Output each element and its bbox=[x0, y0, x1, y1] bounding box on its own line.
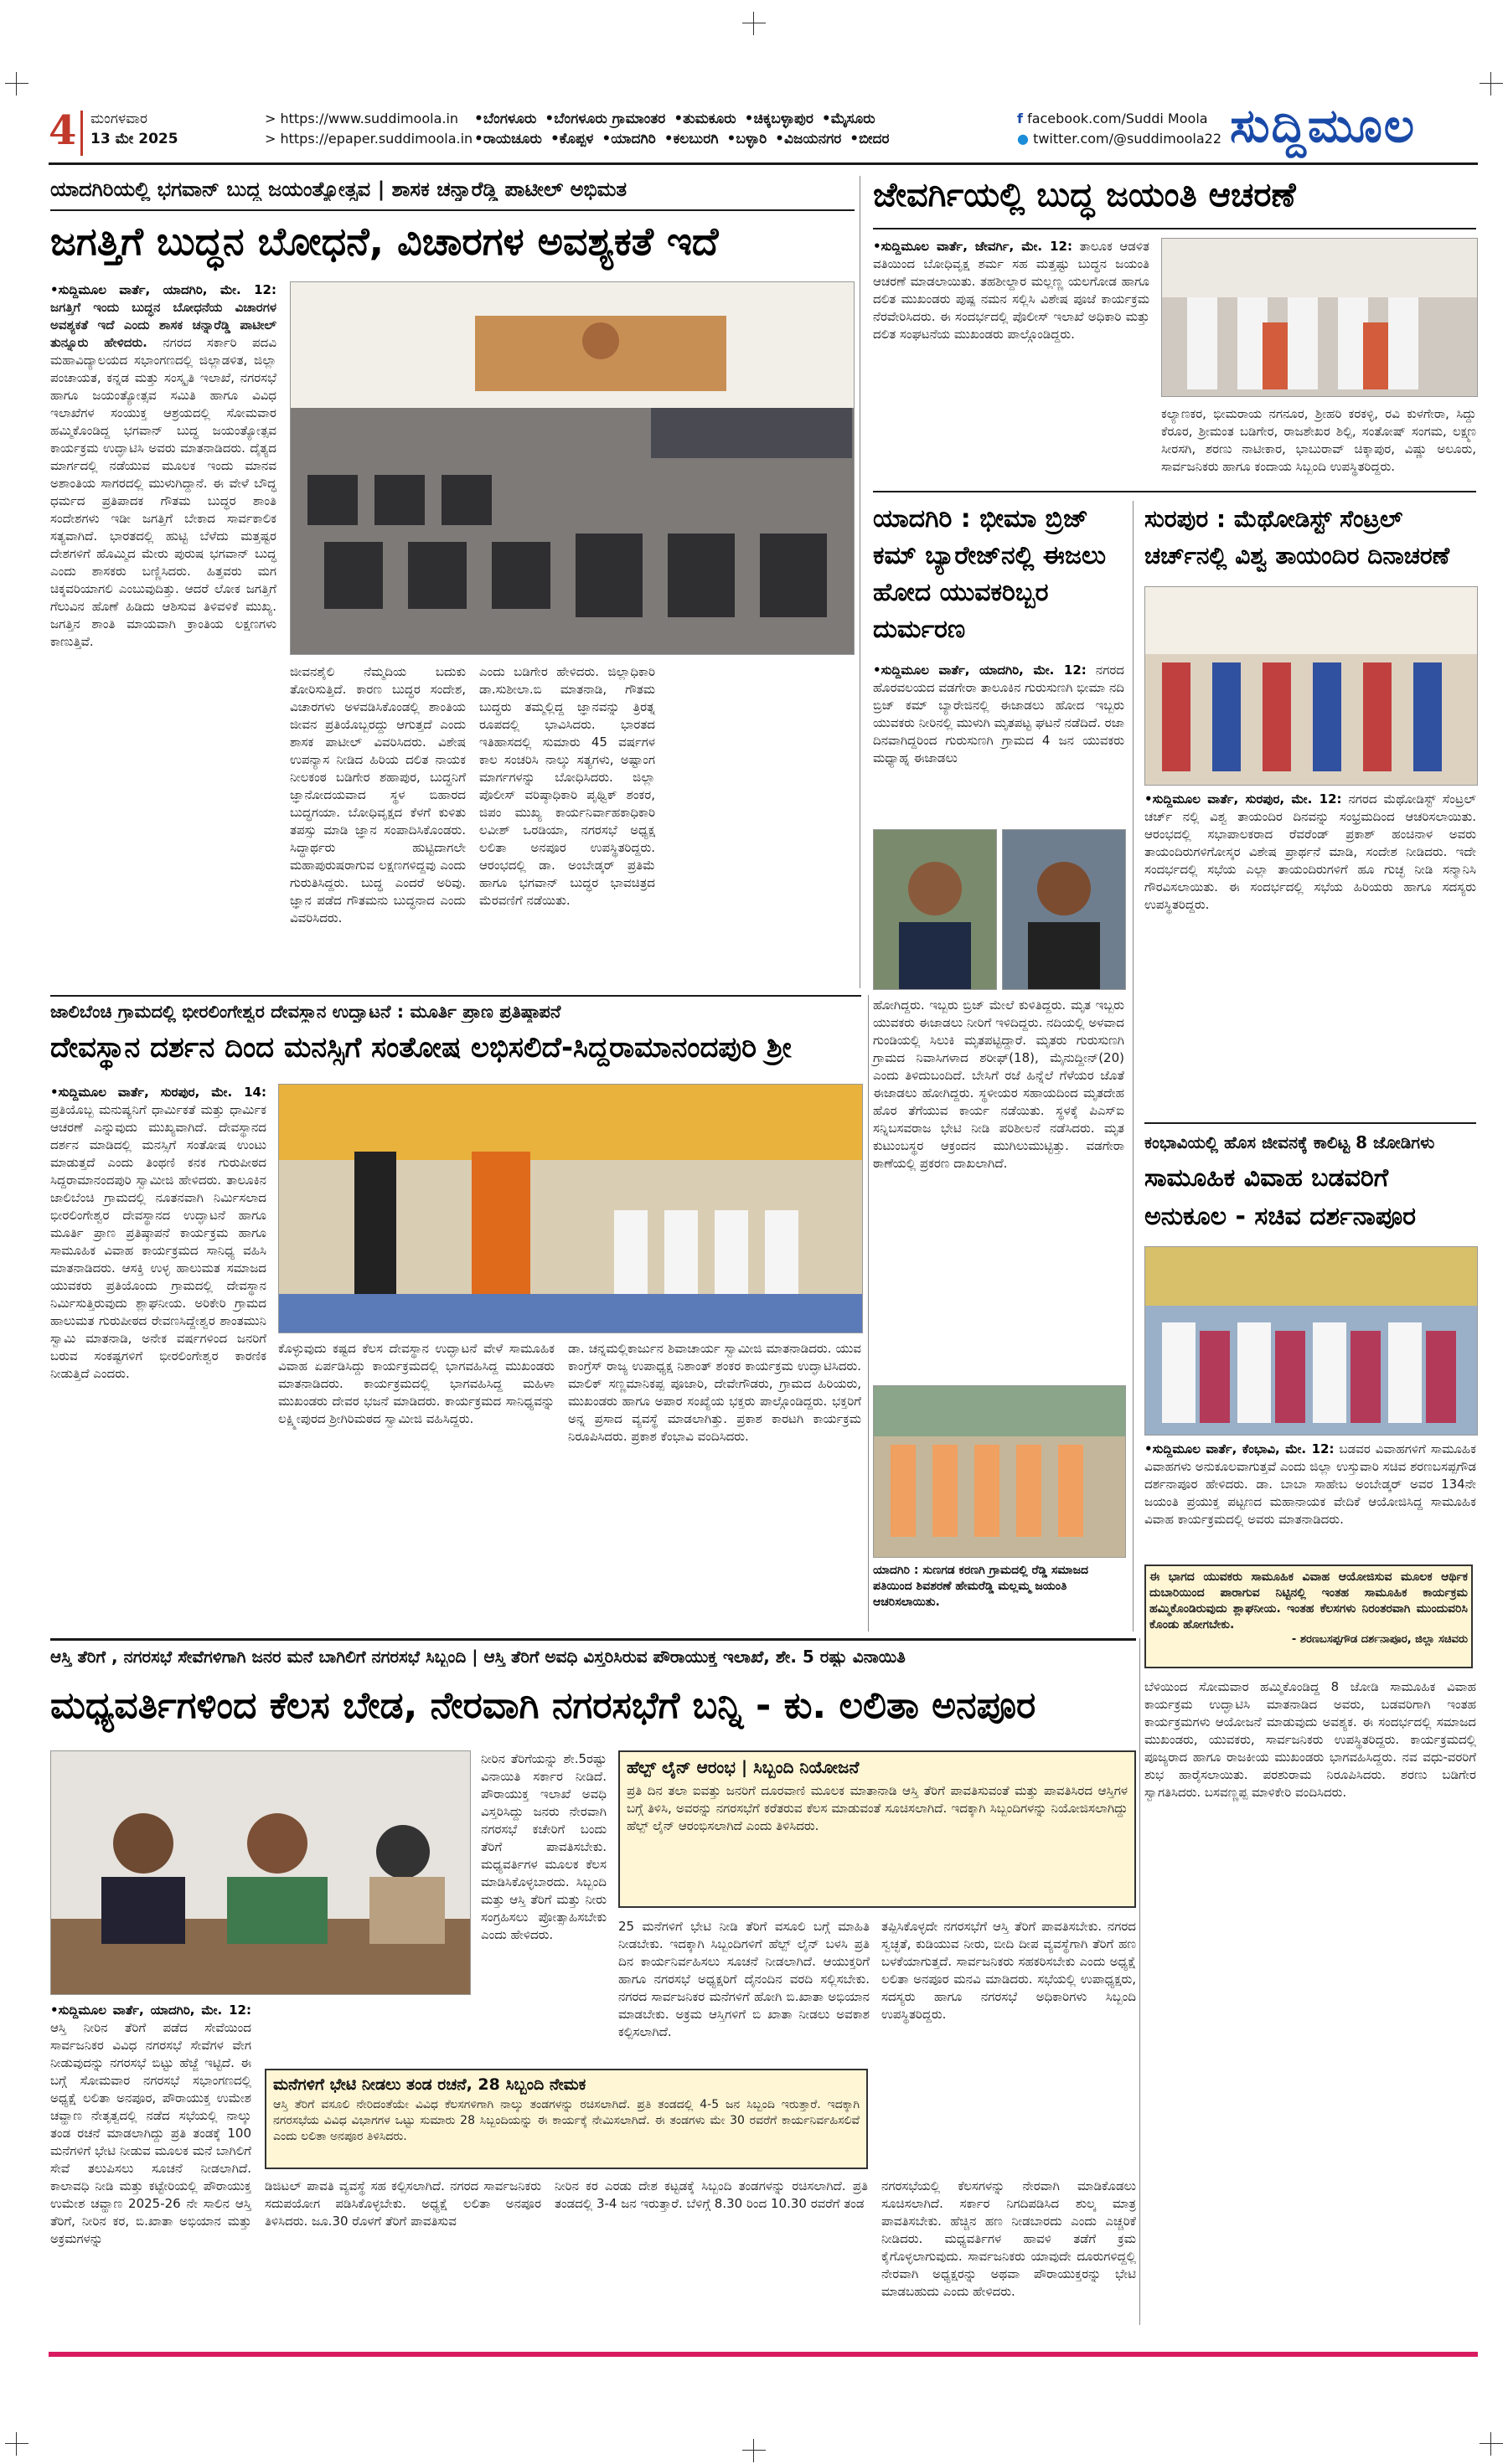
issue-date: 13 ಮೇ 2025 bbox=[90, 131, 178, 147]
rule bbox=[50, 1638, 1136, 1641]
story7-body6: ನೀರಿನ ಕರ ಎರಡು ದೇಶ ಕಟ್ಟಡಕ್ಕೆ ಸಿಬ್ಬಂದಿ ತಂಡಗಳನ್ನು ರಚಿಸಲಾಗಿದೆ. ಪ್ರತಿ ತಂಡದಲ್ಲಿ 3-4 ಜನ ಇರುತ್ತಾರೆ. ಬೆಳಿಗ್ಗೆ 8.30 ರಿಂದ 10.30 ರವರೆಗೆ ತಂಡ bbox=[555, 2178, 868, 2211]
temple-event-image bbox=[279, 1085, 862, 1333]
story2-body-right: ಕಲ್ಯಾಣಕರ, ಭೀಮರಾಯ ನಗನೂರ, ಶ್ರೀಹರಿ ಕರಕಳ್ಳಿ, ರವಿ ಕುಳಗೇರಾ, ಸಿದ್ದು ಕೆರೂರ, ಶ್ರೀಮಂತ ಬಡಿಗೇರ, ರಾಜಶೇಖರ ಶಿಲ್ಪಿ, ಸಂತೋಷ್ ಸಂಗಮ, ಲಕ್ಷ್ಮಣ ಸೀರಸಗಿ, ಶರಣು ನಾಟೀಕಾರ, ಭಾಬುರಾವ್ ಚಿಕ್ಕಾಪುರ, ವಿಷ್ಣು ಅಲೂರು, ಸಾರ್ವಜನಿಕರು ಹಾಗೂ ಕಂದಾಯ ಸಿಬ್ಬಂದಿ ಉಪಸ್ಥಿತರಿದ್ದರು. bbox=[1161, 406, 1476, 474]
rule bbox=[50, 209, 855, 211]
town-link[interactable]: •ಕೊಪ್ಪಳ bbox=[550, 131, 594, 147]
story6-body2: ಕೊಳ್ಳುವುದು ಕಷ್ಟದ ಕೆಲಸ ದೇವಸ್ಥಾನ ಉದ್ಘಾಟನೆ ವೇಳೆ ಸಾಮೂಹಿಕ ವಿವಾಹ ಏರ್ಪಡಿಸಿದ್ದು ಕಾರ್ಯಕ್ರಮದಲ್ಲಿ ಭಾಗವಹಿಸಿದ್ದ ಮುಖಂಡರು ಮಾತನಾಡಿದರು. ಕಾರ್ಯಕ್ರಮದಲ್ಲಿ ಭಾಗವಹಿಸಿದ್ದ ಮಹಿಳಾ ಮುಖಂಡರು ದೇವರ ಭಜನೆ ಮಾಡಿದರು. ಕಾರ್ಯಕ್ರಮದ ಸಾನಿಧ್ಯವನ್ನು ಲಕ್ಷ್ಮೀಪುರದ ಶ್ರೀಗಿರಿಮಠದ ಸ್ವಾಮೀಜಿ ವಹಿಸಿದ್ದರು. bbox=[278, 1341, 555, 1426]
story2-byline: •ಸುದ್ದಿಮೂಲ ವಾರ್ತೆ, ಜೇವರ್ಗಿ, ಮೇ. 12: bbox=[873, 239, 1072, 254]
story1-col3a: ಎಂದು ಬಡಿಗೇರ ಹೇಳಿದರು. ಜಿಲ್ಲಾಧಿಕಾರಿ ಡಾ.ಸುಶೀಲಾ.ಬಿ ಮಾತನಾಡಿ, ಗೌತಮ ಬುದ್ಧರು ತಮ್ಮಲ್ಲಿದ್ದ ಜ್ಞಾನವನ್ನು ತ್ರಿರತ್ನ ರೂಪದಲ್ಲಿ ಭಾವಿಸಿದರು. ಭಾರತದ ಇತಿಹಾಸದಲ್ಲಿ ಸುಮಾರು 45 ವರ್ಷಗಳ ಕಾಲ ಸಂಚರಿಸಿ ನಾಲ್ಕು ಸತ್ಯಗಳು, ಅಷ್ಟಾಂಗ ಮಾರ್ಗಗಳನ್ನು ಬೋಧಿಸಿದರು. ಜಿಲ್ಲಾ ಪೊಲೀಸ್ ವರಿಷ್ಠಾಧಿಕಾರಿ ಪೃಥ್ವಿಕ್ ಶಂಕರ, ಜಿಪಂ ಮುಖ್ಯ ಕಾರ್ಯನಿರ್ವಾಹಕಾಧಿಕಾರಿ ಲವೀಶ್ ಒರಡಿಯಾ, ನಗರಸಭೆ ಅಧ್ಯಕ್ಷ ಲಲಿತಾ ಅನಪೂರ ಉಪಸ್ಥಿತರಿದ್ದರು. ಆರಂಭದಲ್ಲಿ ಡಾ. ಅಂಬೇಡ್ಕರ್ ಪ್ರತಿಮೆ ಹಾಗೂ ಭಗವಾನ್ ಬುದ್ಧರ ಭಾವಚಿತ್ರದ ಮೆರವಣಿಗೆ ನಡೆಯಿತು. bbox=[479, 664, 655, 908]
church-group-image bbox=[1145, 587, 1477, 785]
group-image bbox=[874, 1386, 1125, 1557]
story6-body3: ಡಾ. ಚನ್ನಮಲ್ಲಿಕಾರ್ಜುನ ಶಿವಾಚಾರ್ಯ ಸ್ವಾಮೀಜಿ ಮಾತನಾಡಿದರು. ಯುವ ಕಾಂಗ್ರೆಸ್ ರಾಜ್ಯ ಉಪಾಧ್ಯಕ್ಷ ನಿಶಾಂತ್ ಶಂಕರ ಕಾರ್ಯಕ್ರಮ ಉದ್ಘಾಟಿಸಿದರು. ಮಾಲಿಕ್ ಸಣ್ಣಮಾನಿಕಪ್ಪ ಪೂಜಾರಿ, ದೇವೇಗೌಡರು, ಗ್ರಾಮದ ಹಿರಿಯರು, ಮುಖಂಡರು ಹಾಗೂ ಅಪಾರ ಸಂಖ್ಯೆಯ ಭಕ್ತರು ಪಾಲ್ಗೊಂಡಿದ್ದರು. ಭಕ್ತರಿಗೆ ಅನ್ನ ಪ್ರಸಾದ ವ್ಯವಸ್ಥೆ ಮಾಡಲಾಗಿತ್ತು. ಪ್ರಕಾಶ ಕಾರಟಗಿ ಕಾರ್ಯಕ್ರಮ ನಿರೂಪಿಸಿದರು. ಪ್ರಕಾಶ ಕೆಂಭಾವಿ ವಂದಿಸಿದರು. bbox=[568, 1341, 861, 1444]
story5-quote-box bbox=[1144, 1564, 1473, 1668]
town-link[interactable]: •ಬೆಂಗಳೂರು bbox=[474, 111, 537, 127]
site-links bbox=[265, 109, 473, 149]
story2-text: ತಾಲೂಕ ಆಡಳಿತ ವತಿಯಿಂದ ಬೋಧಿವೃಕ್ಷ ಶರ್ಮ ಸಹ ಮತ್ತಷ್ಟು ಬುದ್ಧನ ಜಯಂತಿ ಆಚರಣೆ ಮಾಡಲಾಯಿತು. ತಹಶೀಲ್ದಾರ ಮಲ್ಲಣ್ಣ ಯಲಗೋಡ ಹಾಗೂ ದಲಿತ ಮುಖಂಡರು ಪುಷ್ಪ ನಮನ ಸಲ್ಲಿಸಿ ವಿಶೇಷ ಪೂಜೆ ಕಾರ್ಯಕ್ರಮ ನೆರವೇರಿಸಿದರು. ಈ ಸಂದರ್ಭದಲ್ಲಿ ಪೊಲೀಸ್ ಇಲಾಖೆ ಅಧಿಕಾರಿ ಮತ್ತು ದಲಿತ ಸಂಘಟನೆಯ ಮುಖಂಡರು ಪಾಲ್ಗೊಂಡಿದ್ದರು. bbox=[873, 239, 1149, 342]
crop-mark bbox=[742, 2439, 766, 2462]
story1-col1 bbox=[50, 281, 276, 651]
story6-headline: ದೇವಸ್ಥಾನ ದರ್ಶನ ದಿಂದ ಮನಸ್ಸಿಗೆ ಸಂತೋಷ ಲಭಿಸಲಿದೆ-ಸಿದ್ದರಾಮಾನಂದಪುರಿ ಶ್ರೀ bbox=[50, 1031, 792, 1064]
quote-text: ಈ ಭಾಗದ ಯುವಕರು ಸಾಮೂಹಿಕ ವಿವಾಹ ಆಯೋಜಿಸುವ ಮೂಲಕ ಆರ್ಥಿಕ ದುಬಾರಿಯಿಂದ ಪಾರಾಗುವ ನಿಟ್ಟಿನಲ್ಲಿ ಇಂತಹ ಸಾಮೂಹಿಕ ಕಾರ್ಯಕ್ರಮ ಹಮ್ಮಿಕೊಂಡಿರುವುದು ಶ್ಲಾಘನೀಯ. ಇಂತಹ ಕೆಲಸಗಳು ನಿರಂತರವಾಗಿ ಮುಂದುವರಿಸಿ ಕೊಂಡು ಹೋಗಬೇಕು. bbox=[1149, 1570, 1468, 1631]
town-link[interactable]: •ಕಲಬುರಗಿ bbox=[664, 131, 719, 147]
story7-body4: ತಪ್ಪಿಸಿಕೊಳ್ಳದೇ ನಗರಸಭೆಗೆ ಆಸ್ತಿ ತೆರಿಗೆ ಪಾವತಿಸಬೇಕು. ನಗರದ ಸ್ವಚ್ಛತೆ, ಕುಡಿಯುವ ನೀರು, ಬೀದಿ ದೀಪ ವ್ಯವಸ್ಥೆಗಾಗಿ ತೆರಿಗೆ ಹಣ ಬಳಕೆಯಾಗುತ್ತದೆ. ಸಾರ್ವಜನಿಕರು ಸಹಕರಿಸಬೇಕು ಎಂದು ಅಧ್ಯಕ್ಷೆ ಲಲಿತಾ ಅನಪೂರ ಮನವಿ ಮಾಡಿದರು. ಸಭೆಯಲ್ಲಿ ಉಪಾಧ್ಯಕ್ಷರು, ಸದಸ್ಯರು ಹಾಗೂ ನಗರಸಭೆ ಅಧಿಕಾರಿಗಳು ಸಿಬ್ಬಂದಿ ಉಪಸ್ಥಿತರಿದ್ದರು. bbox=[881, 1919, 1136, 2022]
twitter-link[interactable]: twitter.com/@suddimoola22 bbox=[1033, 131, 1222, 147]
story3-caption: ಯಾದಗಿರಿ : ಸುಣಗಡ ಕರಣಗಿ ಗ್ರಾಮದಲ್ಲಿ ರೆಡ್ಡಿ ಸಮಾಜದ ಪತಿಯಿಂದ ಶಿವಶರಣೆ ಹೇಮರೆಡ್ಡಿ ಮಲ್ಲಮ್ಮ ಜಯಂತಿ ಆಚರಿಸಲಾಯಿತು. bbox=[873, 1564, 1089, 1609]
story1-byline: •ಸುದ್ದಿಮೂಲ ವಾರ್ತೆ, ಯಾದಗಿರಿ, ಮೇ. 12: bbox=[50, 282, 276, 297]
column-divider bbox=[1133, 501, 1134, 1631]
story4-body bbox=[1144, 791, 1476, 914]
story7-body2: ನೀರಿನ ತೆರಿಗೆಯನ್ನು ಶೇ.5ರಷ್ಟು ವಿನಾಯಿತಿ ಸರ್ಕಾರ ನೀಡಿದೆ. ಪೌರಾಯುಕ್ತ ಇಲಾಖೆ ಅವಧಿ ವಿಸ್ತರಿಸಿದ್ದು ಜನರು ನೇರವಾಗಿ ನಗರಸಭೆ ಕಚೇರಿಗೆ ಬಂದು ತೆರಿಗೆ ಪಾವತಿಸಬೇಕು. ಮಧ್ಯವರ್ತಿಗಳ ಮೂಲಕ ಕೆಲಸ ಮಾಡಿಸಿಕೊಳ್ಳಬಾರದು. ಸಿಬ್ಬಂದಿ ಮತ್ತು ಆಸ್ತಿ ತೆರಿಗೆ ಮತ್ತು ನೀರು ಸಂಗ್ರಹಿಸಲು ಪ್ರೋತ್ಸಾಹಿಸಬೇಕು ಎಂದು ಹೇಳಿದರು. bbox=[481, 1751, 607, 1942]
column-divider bbox=[1139, 1638, 1140, 2325]
social-links bbox=[1017, 109, 1221, 149]
story3-body2: ಹೋಗಿದ್ದರು. ಇಬ್ಬರು ಬ್ರಿಜ್ ಮೇಲೆ ಕುಳಿತಿದ್ದರು. ಮೃತ ಇಬ್ಬರು ಯುವಕರು ಈಜಾಡಲು ನೀರಿಗೆ ಇಳಿದಿದ್ದರು. ನದಿಯಲ್ಲಿ ಅಳವಾದ ಗುಂಡಿಯಲ್ಲಿ ಸಿಲುಕಿ ಮೃತಪಟ್ಟಿದ್ದಾರೆ. ಮೃತರು ಗುರುಸುಣಗಿ ಗ್ರಾಮದ ನಿವಾಸಿಗಳಾದ ಶರೀಫ್(18), ಮೈನುದ್ದೀನ್(20) ಎಂದು ತಿಳಿದುಬಂದಿದೆ. ಬೇಸಿಗೆ ರಜೆ ಹಿನ್ನೆಲೆ ಗೆಳೆಯರ ಜೊತೆ ಈಜಾಡಲು ಹೋಗಿದ್ದರು. ಸ್ಥಳೀಯರ ಸಹಾಯದಿಂದ ಮೃತದೇಹ ಹೊರ ತೆಗೆಯುವ ಕಾರ್ಯ ನಡೆಯಿತು. ಸ್ಥಳಕ್ಕೆ ಪಿಎಸ್ಐ ಸನ್ನಿಬಸವರಾಜ ಭೇಟಿ ನೀಡಿ ಪರಿಶೀಲನೆ ನಡೆಸಿದರು. ಮೃತ ಕುಟುಂಬಸ್ಥರ ಆಕ್ರಂದನ ಮುಗಿಲುಮುಟ್ಟಿತ್ತು. ವಡಗೇರಾ ಠಾಣೆಯಲ್ಲಿ ಪ್ರಕರಣ ದಾಖಲಾಗಿದೆ. bbox=[873, 997, 1124, 1171]
story7-body7: ನಗರಸಭೆಯಲ್ಲಿ ಕೆಲಸಗಳನ್ನು ನೇರವಾಗಿ ಮಾಡಿಕೊಡಲು ಸೂಚಿಸಲಾಗಿದೆ. ಸರ್ಕಾರ ನಿಗದಿಪಡಿಸಿದ ಶುಲ್ಕ ಮಾತ್ರ ಪಾವತಿಸಬೇಕು. ಹೆಚ್ಚಿನ ಹಣ ನೀಡಬಾರದು ಎಂದು ಎಚ್ಚರಿಕೆ ನೀಡಿದರು. ಮಧ್ಯವರ್ತಿಗಳ ಹಾವಳಿ ತಡೆಗೆ ಕ್ರಮ ಕೈಗೊಳ್ಳಲಾಗುವುದು. ಸಾರ್ವಜನಿಕರು ಯಾವುದೇ ದೂರುಗಳಿದ್ದಲ್ಲಿ ನೇರವಾಗಿ ಅಧ್ಯಕ್ಷರನ್ನು ಅಥವಾ ಪೌರಾಯುಕ್ತರನ್ನು ಭೇಟಿ ಮಾಡಬಹುದು ಎಂದು ಹೇಳಿದರು. bbox=[881, 2178, 1136, 2299]
victim-photo-1 bbox=[873, 829, 997, 990]
crop-mark bbox=[5, 2432, 28, 2456]
story6-kicker: ಜಾಲಿಬೆಂಚಿ ಗ್ರಾಮದಲ್ಲಿ ಭೀರಲಿಂಗೇಶ್ವರ ದೇವಸ್ಥಾನ ಉದ್ಘಾಟನೆ : ಮೂರ್ತಿ ಪ್ರಾಣ ಪ್ರತಿಷ್ಠಾಪನೆ bbox=[50, 1002, 561, 1022]
town-link[interactable]: •ತುಮಕೂರು bbox=[674, 111, 736, 127]
teams-body: ಆಸ್ತಿ ತೆರಿಗೆ ವಸೂಲಿ ನೇರಿದಂತೆಯೇ ವಿವಿಧ ಕೆಲಸಗಳಿಗಾಗಿ ನಾಲ್ಕು ತಂಡಗಳನ್ನು ರಚಿಸಲಾಗಿದೆ. ಪ್ರತಿ ತಂಡದಲ್ಲಿ 4-5 ಜನ ಸಿಬ್ಬಂದಿ ಇರುತ್ತಾರೆ. ಇದಕ್ಕಾಗಿ ನಗರಸಭೆಯ ವಿವಿಧ ವಿಭಾಗಗಳ ಒಟ್ಟು ಸುಮಾರು 28 ಸಿಬ್ಬಂದಿಯನ್ನು ಈ ಕಾರ್ಯಕ್ಕೆ ನೇಮಿಸಲಾಗಿದೆ. ಈ ತಂಡಗಳು ಮೇ 30 ರವರೆಗೆ ಕಾರ್ಯನಿರ್ವಹಿಸಲಿವೆ ಎಂದು ಲಲಿತಾ ಅನಪೂರ ತಿಳಿಸಿದರು. bbox=[273, 2098, 860, 2143]
towns-row-2 bbox=[474, 129, 994, 149]
story5-body2: ಬೆಳಿಯಿಂದ ಸೋಮವಾರ ಹಮ್ಮಿಕೊಂಡಿದ್ದ 8 ಜೋಡಿ ಸಾಮೂಹಿಕ ವಿವಾಹ ಕಾರ್ಯಕ್ರಮ ಉದ್ಘಾಟಿಸಿ ಮಾತನಾಡಿದ ಅವರು, ಬಡವರಿಗಾಗಿ ಇಂತಹ ಕಾರ್ಯಕ್ರಮಗಳು ಆಯೋಜನೆ ಮಾಡುವುದು ಅವಶ್ಯಕ. ಈ ಸಂದರ್ಭದಲ್ಲಿ ಸಮಾಜದ ಮುಖಂಡರು, ಯುವಕರು, ಸಾರ್ವಜನಿಕರು ಉಪಸ್ಥಿತರಿದ್ದರು. ಕಾರ್ಯಕ್ರಮದಲ್ಲಿ ಪೂಜ್ಯರಾದ ಹಾಗೂ ರಾಜಕೀಯ ಮುಖಂಡರು ಭಾಗವಹಿಸಿದ್ದರು. ನವ ವಧು-ವರರಿಗೆ ಶುಭ ಹಾರೈಸಲಾಯಿತು. ಪರಶುರಾಮ ನಿರೂಪಿಸಿದರು. ಶರಣು ಬಡಿಗೇರ ಸ್ವಾಗತಿಸಿದರು. ಬಸವಣ್ಣಪ್ಪ ಮಾಳಿಕೇರಿ ವಂದಿಸಿದರು. bbox=[1144, 1679, 1476, 1800]
story6-text: ಪ್ರತಿಯೊಬ್ಬ ಮನುಷ್ಯನಿಗೆ ಧಾರ್ಮಿಕತೆ ಮತ್ತು ಧಾರ್ಮಿಕ ಆಚರಣೆ ಎನ್ನುವುದು ಮುಖ್ಯವಾಗಿದೆ. ದೇವಸ್ಥಾನದ ದರ್ಶನ ಮಾಡಿದಲ್ಲಿ ಮನಸ್ಸಿಗೆ ಸಂತೋಷ ಉಂಟು ಮಾಡುತ್ತದೆ ಎಂದು ತಿಂಥಣಿ ಕನಕ ಗುರುಪೀಠದ ಸಿದ್ದರಾಮಾನಂದಪುರಿ ಸ್ವಾಮೀಜಿ ಹೇಳಿದರು. ತಾಲೂಕಿನ ಜಾಲಿಬೆಂಚಿ ಗ್ರಾಮದಲ್ಲಿ ನೂತನವಾಗಿ ನಿರ್ಮಿಸಲಾದ ಭೀರಲಿಂಗೇಶ್ವರ ದೇವಸ್ಥಾನದ ಉದ್ಘಾಟನೆ ಹಾಗೂ ಮೂರ್ತಿ ಪ್ರಾಣ ಪ್ರತಿಷ್ಠಾಪನೆ ಕಾರ್ಯಕ್ರಮ ಹಾಗೂ ಸಾಮೂಹಿಕ ವಿವಾಹ ಕಾರ್ಯಕ್ರಮದ ಸಾನಿಧ್ಯ ವಹಿಸಿ ಮಾತನಾಡಿದರು. ಆಸಕ್ತಿ ಉಳ್ಳ ಹಾಲುಮತ ಸಮಾಜದ ಯುವಕರು ಪ್ರತಿಯೊಂದು ಗ್ರಾಮದಲ್ಲಿ ದೇವಸ್ಥಾನ ನಿರ್ಮಿಸುತ್ತಿರುವುದು ಶ್ಲಾಘನೀಯ. ಅರಿಕೇರಿ ಗ್ರಾಮದ ಹಾಲುಮತ ಗುರುಪೀಠದ ರೇವಣಸಿದ್ದೇಶ್ವರ ಶಾಂತಮುನಿ ಸ್ವಾಮಿ ಮಾತನಾಡಿ, ಅನೇಕ ವರ್ಷಗಳಿಂದ ಜನರಿಗೆ ಬರುವ ಸಂಕಷ್ಟಗಳಿಗೆ ಭೀರಲಿಂಗೇಶ್ವರ ಕಾರಣಿಕ ನೀಡುತ್ತಿದೆ ಎಂದರು. bbox=[50, 1102, 266, 1381]
story3-body1 bbox=[873, 662, 1124, 767]
victim-photo-2 bbox=[1002, 829, 1126, 990]
crop-mark bbox=[1480, 2432, 1503, 2456]
town-link[interactable]: •ಬಳ್ಳಾರಿ bbox=[726, 131, 767, 147]
town-link[interactable]: •ಬೆಂಗಳೂರು ಗ್ರಾಮಾಂತರ bbox=[545, 111, 666, 127]
meeting-image bbox=[51, 1751, 470, 1994]
wedding-image bbox=[1145, 1247, 1477, 1435]
story6-photo bbox=[278, 1084, 863, 1333]
facebook-link[interactable]: facebook.com/Suddi Moola bbox=[1027, 111, 1208, 126]
crop-mark bbox=[5, 72, 28, 95]
weekday: ಮಂಗಳವಾರ bbox=[90, 111, 148, 127]
towns-row-1 bbox=[474, 109, 994, 129]
story3-text: ನಗರದ ಹೊರವಲಯದ ವಡಗೇರಾ ತಾಲೂಕಿನ ಗುರುಸುಣಗಿ ಭೀಮಾ ನದಿ ಬ್ರಿಜ್ ಕಮ್ ಬ್ಯಾರೇಜಿನಲ್ಲಿ ಈಜಾಡಲು ಹೋದ ಇಬ್ಬರು ಯುವಕರು ನೀರಿನಲ್ಲಿ ಮುಳುಗಿ ಮೃತಪಟ್ಟ ಘಟನೆ ನಡೆದಿದೆ. ರಜಾ ದಿನವಾಗಿದ್ದರಿಂದ ಗುರುಸುಣಗಿ ಗ್ರಾಮದ 4 ಜನ ಯುವಕರು ಮಧ್ಯಾಹ್ನ ಈಜಾಡಲು bbox=[873, 662, 1124, 765]
portrait-image bbox=[874, 830, 996, 989]
story4-byline: •ಸುದ್ದಿಮೂಲ ವಾರ್ತೆ, ಸುರಪುರ, ಮೇ. 12: bbox=[1144, 791, 1342, 807]
crop-mark bbox=[742, 12, 766, 35]
footer-bar bbox=[49, 2352, 1478, 2357]
story1-lead: ಜಗತ್ತಿಗೆ ಇಂದು ಬುದ್ಧನ ಬೋಧನೆಯ ವಿಚಾರಗಳ ಅವಶ್ಯಕತೆ ಇದೆ ಎಂದು ಶಾಸಕ ಚನ್ನಾರೆಡ್ಡಿ ಪಾಟೀಲ್ ತುನ್ನೂರು ಹೇಳಿದರು. bbox=[50, 300, 276, 350]
story7-kicker: ಆಸ್ತಿ ತೆರಿಗೆ , ನಗರಸಭೆ ಸೇವೆಗಳಿಗಾಗಿ ಜನರ ಮನೆ ಬಾಗಿಲಿಗೆ ನಗರಸಭೆ ಸಿಬ್ಬಂದಿ | ಆಸ್ತಿ ತೆರಿಗೆ ಅವಧಿ ವಿಸ್ತರಿಸಿರುವ ಪೌರಾಯುಕ್ತ ಇಲಾಖೆ, ಶೇ. 5 ರಷ್ಟು ವಿನಾಯಿತಿ bbox=[50, 1647, 906, 1667]
town-link[interactable]: •ಮೈಸೂರು bbox=[821, 111, 875, 127]
portrait-image bbox=[1003, 830, 1125, 989]
town-link[interactable]: •ರಾಯಚೂರು bbox=[474, 131, 542, 147]
site-link[interactable]: > https://www.suddimoola.in bbox=[265, 111, 459, 126]
masthead-logo: ಸುದ್ದಿಮೂಲ bbox=[1230, 99, 1417, 153]
story7-body3: 25 ಮನೆಗಳಿಗೆ ಭೇಟಿ ನೀಡಿ ತೆರಿಗೆ ವಸೂಲಿ ಬಗ್ಗೆ ಮಾಹಿತಿ ನೀಡಬೇಕು. ಇದಕ್ಕಾಗಿ ಸಿಬ್ಬಂದಿಗಳಿಗೆ ಹೆಲ್ಪ್ ಲೈನ್ ಬಳಸಿ ಪ್ರತಿ ದಿನ ಕಾರ್ಯನಿರ್ವಹಿಸಲು ಸೂಚನೆ ನೀಡಲಾಗಿದೆ. ಆಯುಕ್ತರಿಗೆ ಹಾಗೂ ನಗರಸಭೆ ಅಧ್ಯಕ್ಷರಿಗೆ ದೈನಂದಿನ ವರದಿ ಸಲ್ಲಿಸಬೇಕು. ನಗರದ ಸಾರ್ವಜನಿಕರ ಮನೆಗಳಿಗೆ ಹೋಗಿ ಬಿ.ಖಾತಾ ಅಭಿಯಾನ ಮಾಡಬೇಕು. ಅಕ್ರಮ ಆಸ್ತಿಗಳಿಗೆ ಬಿ ಖಾತಾ ನೀಡಲು ಅವಕಾಶ ಕಲ್ಪಿಸಲಾಗಿದೆ. bbox=[618, 1919, 870, 2039]
header-rule bbox=[49, 162, 1478, 165]
date-block bbox=[90, 109, 178, 149]
rule bbox=[1144, 1122, 1476, 1124]
story5-byline: •ಸುದ್ದಿಮೂಲ ವಾರ್ತೆ, ಕೆಂಭಾವಿ, ಮೇ. 12: bbox=[1144, 1441, 1335, 1456]
story1-text: ನಗರದ ಸರ್ಕಾರಿ ಪದವಿ ಮಹಾವಿದ್ಯಾಲಯದ ಸಭಾಂಗಣದಲ್ಲಿ ಜಿಲ್ಲಾಡಳಿತ, ಜಿಲ್ಲಾ ಪಂಚಾಯತ, ಕನ್ನಡ ಮತ್ತು ಸಂಸ್ಕೃತಿ ಇಲಾಖೆ, ನಗರಸಭೆ ಹಾಗೂ ಜಯಂತ್ಯೋತ್ಸವ ಸಮಿತಿ ಹಾಗೂ ವಿವಿಧ ಇಲಾಖೆಗಳ ಸಂಯುಕ್ತ ಆಶ್ರಯದಲ್ಲಿ ಸೋಮವಾರ ಹಮ್ಮಿಕೊಂಡಿದ್ದ ಭಗವಾನ್ ಬುದ್ಧ ಜಯಂತ್ಯೋತ್ಸವ ಕಾರ್ಯಕ್ರಮ ಉದ್ಘಾಟಿಸಿ ಅವರು ಮಾತನಾಡಿದರು. ದೈತ್ಯದ ಮಾರ್ಗದಲ್ಲಿ ನಡೆಯುವ ಮೂಲಕ ಇಂದು ಮಾನವ ಅಶಾಂತಿಯ ಸಾಗರದಲ್ಲಿ ಮುಳುಗಿದ್ದಾನೆ. ಈ ವೇಳೆ ಬೌದ್ಧ ಧರ್ಮದ ಪ್ರತಿಪಾದಕ ಗೌತಮ ಬುದ್ಧರ ಶಾಂತಿ ಸಂದೇಶಗಳು ಇಡೀ ಜಗತ್ತಿಗೆ ಬೇಕಾದ ಸಾರ್ವಕಾಲಿಕ ಸತ್ಯವಾಗಿದೆ. ಭಾರತದಲ್ಲಿ ಹುಟ್ಟಿ ಬೆಳೆದು ಮತ್ತಷ್ಟರ ದೇಶಗಳಿಗೆ ಹೊಮ್ಮಿದ ಮೇರು ಪುರುಷ ಭಗವಾನ್ ಬುದ್ಧ ಎಂದು ಶಾಸಕರು ಬಣ್ಣಿಸಿದರು. ಹಿತ್ತವರು ಮಗ ಚಿಕ್ಕವರಿಯಾಗಲಿ ಎಂಬುವುದಿತ್ತು. ಆದರೆ ಲೋಕ ಜಗತ್ತಿಗೆ ಗೆಲುವಿನ ಹೊಣೆ ಹಿಡಿದು ಆಶಿಸುವ ತಿಳಿವಳಿಕೆ ಮುಖ್ಯ. ಜಗತ್ತಿನ ಶಾಂತಿ ಮಾಯವಾಗಿ ಕ್ರಾಂತಿಯ ಲಕ್ಷಣಗಳು ಕಾಣುತ್ತಿವೆ. bbox=[50, 335, 276, 649]
story5-kicker: ಕಂಭಾವಿಯಲ್ಲಿ ಹೊಸ ಜೀವನಕ್ಕೆ ಕಾಲಿಟ್ಟ 8 ಜೋಡಿಗಳು bbox=[1144, 1132, 1435, 1152]
story4-photo bbox=[1144, 586, 1478, 786]
story1-kicker: ಯಾದಗಿರಿಯಲ್ಲಿ ಭಗವಾನ್ ಬುದ್ಧ ಜಯಂತ್ಯೋತ್ಸವ | ಶಾಸಕ ಚನ್ನಾರೆಡ್ಡಿ ಪಾಟೀಲ್ ಅಭಿಮತ bbox=[50, 178, 627, 201]
story7-headline: ಮಧ್ಯವರ್ತಿಗಳಿಂದ ಕೆಲಸ ಬೇಡ, ನೇರವಾಗಿ ನಗರಸಭೆಗೆ ಬನ್ನಿ - ಕು. ಲಲಿತಾ ಅನಪೂರ bbox=[50, 1684, 1036, 1727]
story3-photo bbox=[873, 1385, 1126, 1558]
story7-body5: ಡಿಜಿಟಲ್ ಪಾವತಿ ವ್ಯವಸ್ಥೆ ಸಹ ಕಲ್ಪಿಸಲಾಗಿದೆ. ನಗರದ ಸಾರ್ವಜನಿಕರು ಸದುಪಯೋಗ ಪಡಿಸಿಕೊಳ್ಳಬೇಕು. ಅಧ್ಯಕ್ಷೆ ಲಲಿತಾ ಅನಪೂರ ತಿಳಿಸಿದರು. ಜೂ.30 ರೊಳಗೆ ತೆರಿಗೆ ಪಾವತಿಸುವ bbox=[265, 2178, 541, 2229]
story7-photo bbox=[50, 1750, 471, 1995]
event-hall-image bbox=[291, 282, 854, 654]
rule bbox=[873, 228, 1476, 229]
story2-headline: ಜೇವರ್ಗಿಯಲ್ಲಿ ಬುದ್ಧ ಜಯಂತಿ ಆಚರಣೆ bbox=[873, 176, 1296, 214]
story6-byline: •ಸುದ್ದಿಮೂಲ ವಾರ್ತೆ, ಸುರಪುರ, ಮೇ. 14: bbox=[50, 1085, 266, 1100]
story1-col2: ಜೀವನಶೈಲಿ ನೆಮ್ಮದಿಯ ಬದುಕು ತೋರಿಸುತ್ತಿದೆ. ಕಾರಣ ಬುದ್ಧರ ಸಂದೇಶ, ವಿಚಾರಗಳು ಅಳವಡಿಸಿಕೊಂಡಲ್ಲಿ ಶಾಂತಿಯ ಜೀವನ ಪ್ರತಿಯೊಬ್ಬರದ್ದು ಆಗುತ್ತದೆ ಎಂದು ಶಾಸಕ ಪಾಟೀಲ್ ವಿವರಿಸಿದರು. ವಿಶೇಷ ಉಪನ್ಯಾಸ ನೀಡಿದ ಹಿರಿಯ ದಲಿತ ನಾಯಕ ನೀಲಕಂಠ ಬಡಿಗೇರ ಶಹಾಪುರ, ಬುದ್ಧನಿಗೆ ಜ್ಞಾನೋದಯವಾದ ಸ್ಥಳ ಬಿಹಾರದ ಬುದ್ಧಗಯಾ. ಬೋಧಿವೃಕ್ಷದ ಕೆಳಗೆ ಕುಳಿತು ತಪಸ್ಸು ಮಾಡಿ ಜ್ಞಾನ ಸಂಪಾದಿಸಿಕೊಂಡರು. ಸಿದ್ಧಾರ್ಥರು ಹುಟ್ಟಿದಾಗಲೇ ಮಹಾಪುರುಷರಾಗುವ ಲಕ್ಷಣಗಳಿದ್ದವು ಎಂದು ಗುರುತಿಸಿದ್ದರು. ಬುದ್ಧ ಎಂದರೆ ಅರಿವು. ಜ್ಞಾನ ಪಡೆದ ಗೌತಮನು ಬುದ್ಧನಾದ ಎಂದು ವಿವರಿಸಿದರು. bbox=[290, 664, 466, 925]
page-number: 4 bbox=[49, 107, 77, 154]
rule bbox=[873, 491, 1476, 492]
story6-body1 bbox=[50, 1084, 266, 1383]
town-link[interactable]: •ಚಿಕ್ಕಬಳ್ಳಾಪುರ bbox=[744, 111, 813, 127]
helpline-box bbox=[618, 1750, 1136, 1908]
rule bbox=[50, 995, 861, 997]
story2-body-left bbox=[873, 238, 1149, 343]
teams-title: ಮನೆಗಳಿಗೆ ಭೇಟಿ ನೀಡಲು ತಂಡ ರಚನೆ, 28 ಸಿಬ್ಬಂದಿ ನೇಮಕ bbox=[273, 2075, 586, 2094]
ceremony-image bbox=[1162, 239, 1477, 396]
epaper-link[interactable]: > https://epaper.suddimoola.in bbox=[265, 131, 473, 147]
town-link[interactable]: •ಯಾದಗಿರಿ bbox=[602, 131, 656, 147]
helpline-body: ಪ್ರತಿ ದಿನ ತಲಾ ಐವತ್ತು ಜನರಿಗೆ ದೂರವಾಣಿ ಮೂಲಕ ಮಾತಾನಾಡಿ ಆಸ್ತಿ ತೆರಿಗೆ ಪಾವತಿಸುವಂತೆ ಮತ್ತು ಪಾವತಿಸಿರದ ಆಸ್ತಿಗಳ ಬಗ್ಗೆ ತಿಳಿಸಿ, ಅವರನ್ನು ನಗರಸಭೆಗೆ ಕರೆತರುವ ಕೆಲಸ ಮಾಡುವಂತೆ ಸೂಚಿಸಲಾಗಿದೆ. ಇದಕ್ಕಾಗಿ ಸಿಬ್ಬಂದಿಗಳನ್ನು ನಿಯೋಜಿಸಲಾಗಿದ್ದು ಹೆಲ್ಪ್ ಲೈನ್ ಆರಂಭಿಸಲಾಗಿದೆ ಎಂದು ತಿಳಿಸಿದರು. bbox=[627, 1783, 1128, 1833]
story2-photo bbox=[1161, 238, 1478, 397]
twitter-icon: ● bbox=[1017, 131, 1029, 147]
town-link[interactable]: •ವಿಜಯನಗರ bbox=[775, 131, 842, 147]
story1-photo bbox=[290, 281, 855, 655]
quote-attribution: - ಶರಣಬಸಪ್ಪಗೌಡ ದರ್ಶನಾಪೂರ, ಜಿಲ್ಲಾ ಸಚಿವರು bbox=[1291, 1633, 1468, 1646]
towns-list bbox=[474, 109, 994, 149]
helpline-title: ಹೆಲ್ಪ್ ಲೈನ್ ಆರಂಭ | ಸಿಬ್ಬಂದಿ ನಿಯೋಜನೆ bbox=[627, 1757, 860, 1777]
facebook-icon: f bbox=[1017, 111, 1023, 126]
story7-body1 bbox=[50, 2002, 251, 2248]
story7-byline: •ಸುದ್ದಿಮೂಲ ವಾರ್ತೆ, ಯಾದಗಿರಿ, ಮೇ. 12: bbox=[50, 2003, 251, 2018]
divider bbox=[80, 111, 83, 156]
crop-mark bbox=[1480, 72, 1503, 95]
story5-text: ಬಡವರ ವಿವಾಹಗಳಿಗೆ ಸಾಮೂಹಿಕ ವಿವಾಹಗಳು ಅನುಕೂಲವಾಗುತ್ತವೆ ಎಂದು ಜಿಲ್ಲಾ ಉಸ್ತುವಾರಿ ಸಚಿವ ಶರಣಬಸಪ್ಪಗೌಡ ದರ್ಶನಾಪೂರ ಹೇಳಿದರು. ಡಾ. ಬಾಬಾ ಸಾಹೇಬ ಅಂಬೇಡ್ಕರ್ ಅವರ 134ನೇ ಜಯಂತಿ ಪ್ರಯುಕ್ತ ಪಟ್ಟಣದ ಮಹಾನಾಯಕ ವೇದಿಕೆ ಆಯೋಜಿಸಿದ್ದ ಸಾಮೂಹಿಕ ವಿವಾಹ ಕಾರ್ಯಕ್ರಮದಲ್ಲಿ ಅವರು ಮಾತನಾಡಿದರು. bbox=[1144, 1441, 1476, 1527]
town-link[interactable]: •ಬೀದರ bbox=[850, 131, 890, 147]
story5-photo bbox=[1144, 1246, 1478, 1436]
story5-body bbox=[1144, 1441, 1476, 1528]
column-divider bbox=[868, 995, 869, 1631]
story5-headline: ಸಾಮೂಹಿಕ ವಿವಾಹ ಬಡವರಿಗೆ ಅನುಕೂಲ - ಸಚಿವ ದರ್ಶನಾಪೂರ bbox=[1144, 1163, 1417, 1231]
story3-headline: ಯಾದಗಿರಿ : ಭೀಮಾ ಬ್ರಿಜ್ ಕಮ್ ಬ್ಯಾರೇಜ್‌ನಲ್ಲಿ ಈಜಲು ಹೋದ ಯುವಕರಿಬ್ಬರ ದುರ್ಮರಣ bbox=[873, 504, 1106, 644]
teams-box bbox=[265, 2069, 868, 2169]
story7-text: ಆಸ್ತಿ ನೀರಿನ ತೆರಿಗೆ ಪಡೆದ ಸೇವೆಯಿಂದ ಸಾರ್ವಜನಿಕರ ವಿವಿಧ ನಗರಸಭೆ ಸೇವೆಗಳ ವೇಗ ನೀಡುವುದನ್ನು ನಗರಸಭೆ ಬಿಟ್ಟು ಹೆಜ್ಜೆ ಇಟ್ಟಿದೆ. ಈ ಬಗ್ಗೆ ಸೋಮವಾರ ನಗರಸಭೆ ಸಭಾಂಗಣದಲ್ಲಿ ಅಧ್ಯಕ್ಷೆ ಲಲಿತಾ ಅನಪೂರ, ಪೌರಾಯುಕ್ತ ಉಮೇಶ ಚವ್ಹಾಣ ನೇತೃತ್ವದಲ್ಲಿ ನಡೆದ ಸಭೆಯಲ್ಲಿ ನಾಲ್ಕು ತಂಡ ರಚನೆ ಮಾಡಲಾಗಿದ್ದು ಪ್ರತಿ ತಂಡಕ್ಕೆ 100 ಮನೆಗಳಿಗೆ ಭೇಟಿ ನೀಡುವ ಮೂಲಕ ಮನೆ ಬಾಗಿಲಿಗೆ ಸೇವೆ ತಲುಪಿಸಲು ಸೂಚನೆ ನೀಡಲಾಗಿದೆ. ಕಾಲಾವಧಿ ನೀಡಿ ಮತ್ತು ಕಟ್ಟೇರಿಯಲ್ಲಿ ಪೌರಾಯುಕ್ತ ಉಮೇಶ ಚವ್ಹಾಣ 2025-26 ನೇ ಸಾಲಿನ ಆಸ್ತಿ ತೆರಿಗೆ, ನೀರಿನ ಕರ, ಬಿ.ಖಾತಾ ಅಭಿಯಾನ ಮತ್ತು ಅಕ್ರಮಗಳನ್ನು bbox=[50, 2020, 251, 2246]
story4-headline: ಸುರಪುರ : ಮೆಥೋಡಿಸ್ಟ್ ಸೆಂಟ್ರಲ್ ಚರ್ಚ್‌ನಲ್ಲಿ ವಿಶ್ವ ತಾಯಂದಿರ ದಿನಾಚರಣೆ bbox=[1144, 505, 1450, 570]
story1-headline: ಜಗತ್ತಿಗೆ ಬುದ್ಧನ ಬೋಧನೆ, ವಿಚಾರಗಳ ಅವಶ್ಯಕತೆ ಇದೆ bbox=[50, 219, 719, 264]
story3-byline: •ಸುದ್ದಿಮೂಲ ವಾರ್ತೆ, ಯಾದಗಿರಿ, ಮೇ. 12: bbox=[873, 662, 1087, 678]
story4-text: ನಗರದ ಮೆಥೋಡಿಸ್ಟ್ ಸೆಂಟ್ರಲ್ ಚರ್ಚ್ ನಲ್ಲಿ ವಿಶ್ವ ತಾಯಂದಿರ ದಿನವನ್ನು ಸಂಭ್ರಮದಿಂದ ಆಚರಿಸಲಾಯಿತು. ಆರಂಭದಲ್ಲಿ ಸಭಾಪಾಲಕರಾದ ರೆವರೆಂಡ್ ಪ್ರಕಾಶ್ ಹಂಚಿನಾಳ ಅವರು ತಾಯಂದಿರುಗಳಿಗೋಸ್ಕರ ವಿಶೇಷ ಪ್ರಾರ್ಥನೆ ಮಾಡಿ, ಸಂದೇಶ ನೀಡಿದರು. ಇದೇ ಸಂದರ್ಭದಲ್ಲಿ ಸಭೆಯ ಎಲ್ಲಾ ತಾಯಂದಿರುಗಳಿಗೆ ಹೂ ಗುಚ್ಛ ನೀಡಿ ಸನ್ಮಾನಿಸಿ ಗೌರವಿಸಲಾಯಿತು. ಈ ಸಂದರ್ಭದಲ್ಲಿ ಸಭೆಯ ಹಿರಿಯರು ಹಾಗೂ ಸದಸ್ಯರು ಉಪಸ್ಥಿತರಿದ್ದರು. bbox=[1144, 791, 1476, 912]
